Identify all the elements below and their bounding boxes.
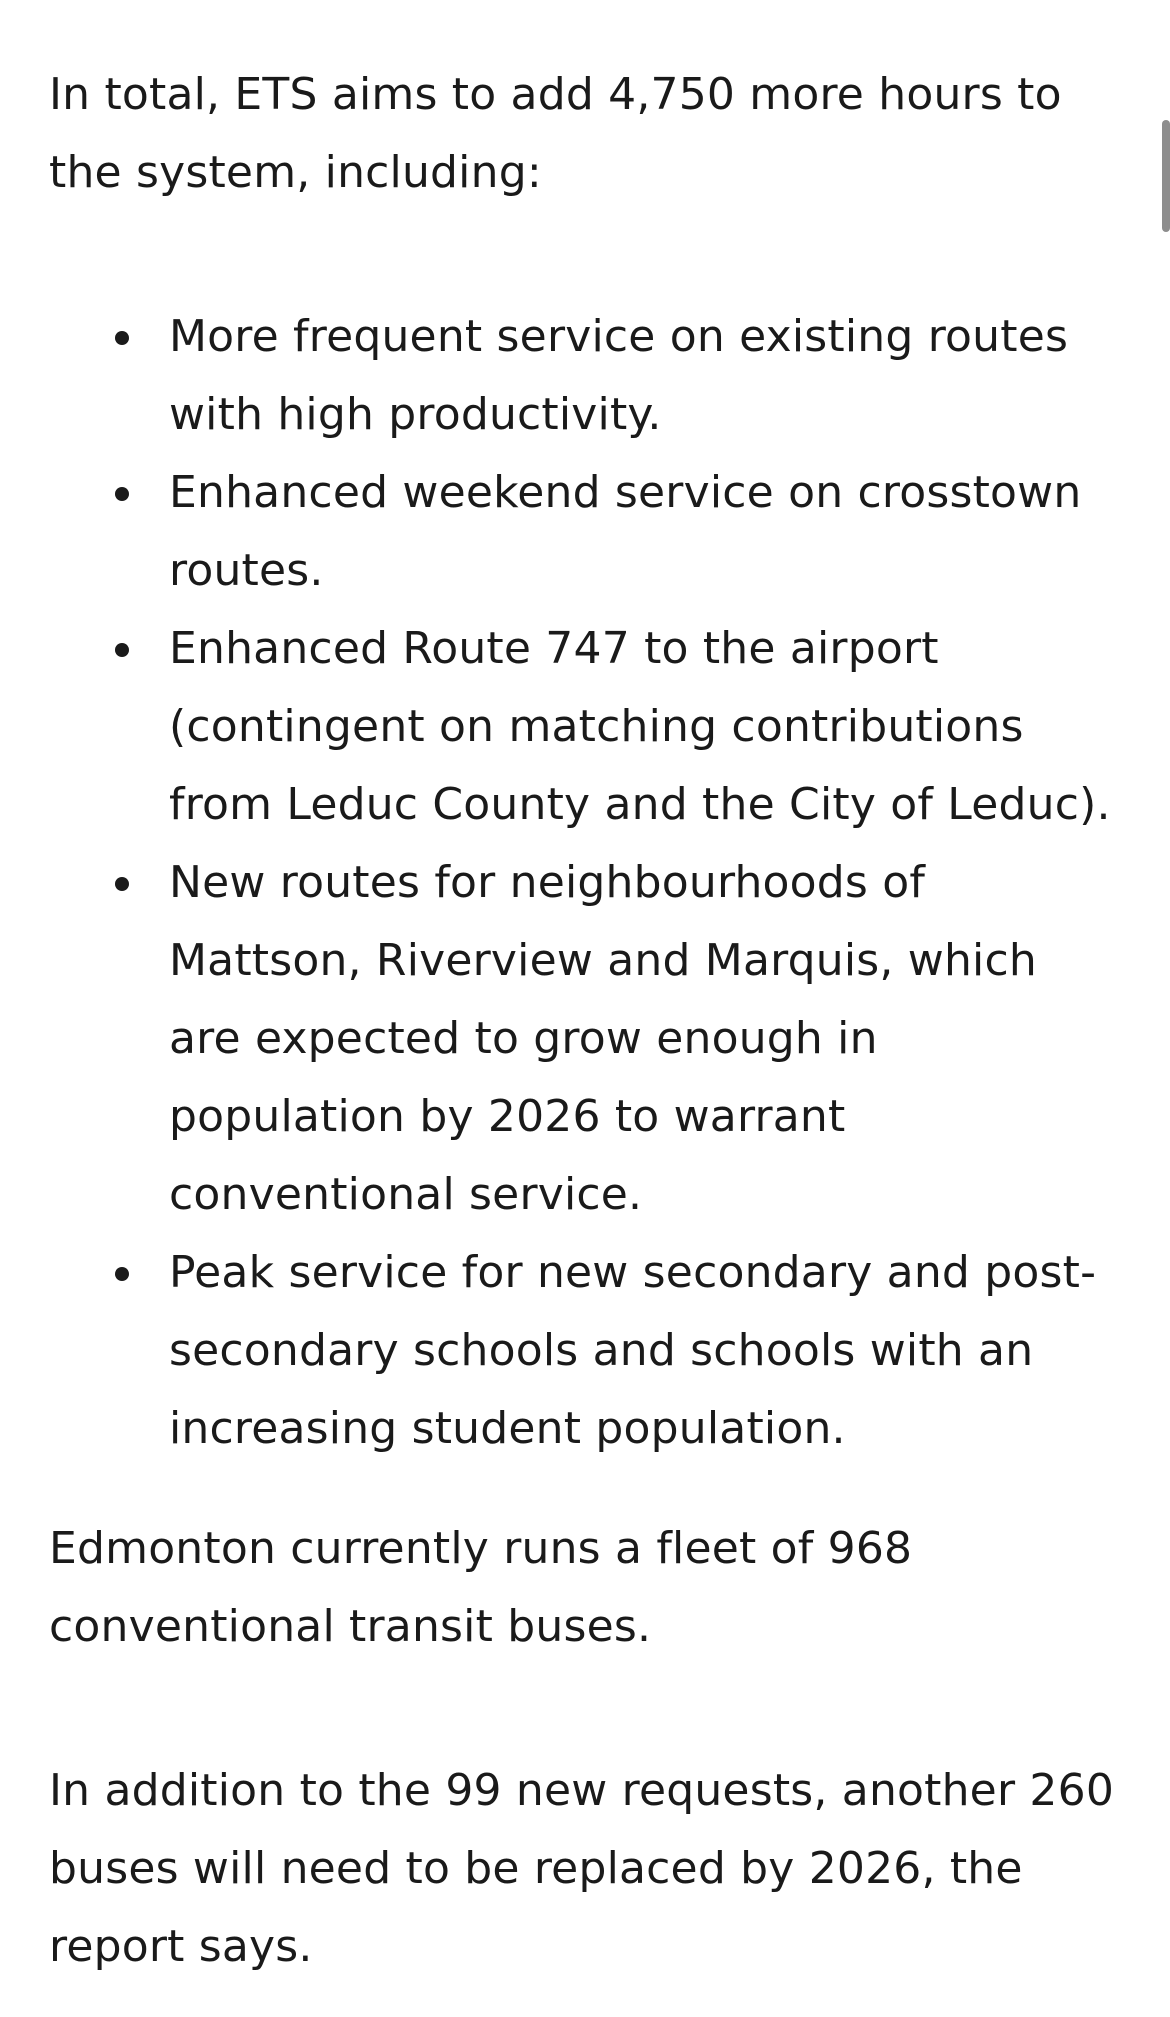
bullet-text: Enhanced weekend service on crosstown routes. <box>169 467 1082 596</box>
bullet-item <box>49 298 1119 454</box>
bullet-dot-icon <box>115 331 129 345</box>
bullet-text: More frequent service on existing routes with high productivity. <box>169 311 1069 440</box>
bullet-item <box>49 844 1119 1234</box>
bullet-dot-icon <box>115 1267 129 1281</box>
bullet-text: Peak service for new secondary and post-secondary schools and schools with an increasing student population. <box>169 1247 1097 1454</box>
fleet-paragraph: Edmonton currently runs a fleet of 968 conventional transit buses. <box>49 1523 913 1652</box>
bullet-item <box>49 610 1119 844</box>
scrollbar-thumb[interactable] <box>1162 120 1170 232</box>
replacement-paragraph: In addition to the 99 new requests, another 260 buses will need to be replaced by 2026, the report says. <box>49 1765 1115 1972</box>
bullet-item <box>49 1234 1119 1468</box>
bullet-dot-icon <box>115 877 129 891</box>
article-body <box>49 56 1119 1986</box>
bullet-dot-icon <box>115 643 129 657</box>
bullet-text: Enhanced Route 747 to the airport (contingent on matching contributions from Leduc County and the City of Leduc). <box>169 623 1111 830</box>
bullet-text: New routes for neighbourhoods of Mattson, Riverview and Marquis, which are expected to grow enough in population by 2026 to warrant conventional service. <box>169 857 1037 1220</box>
intro-paragraph: In total, ETS aims to add 4,750 more hours to the system, including: <box>49 69 1062 198</box>
bullet-dot-icon <box>115 487 129 501</box>
service-bullet-list <box>49 298 1119 1468</box>
bullet-item <box>49 454 1119 610</box>
